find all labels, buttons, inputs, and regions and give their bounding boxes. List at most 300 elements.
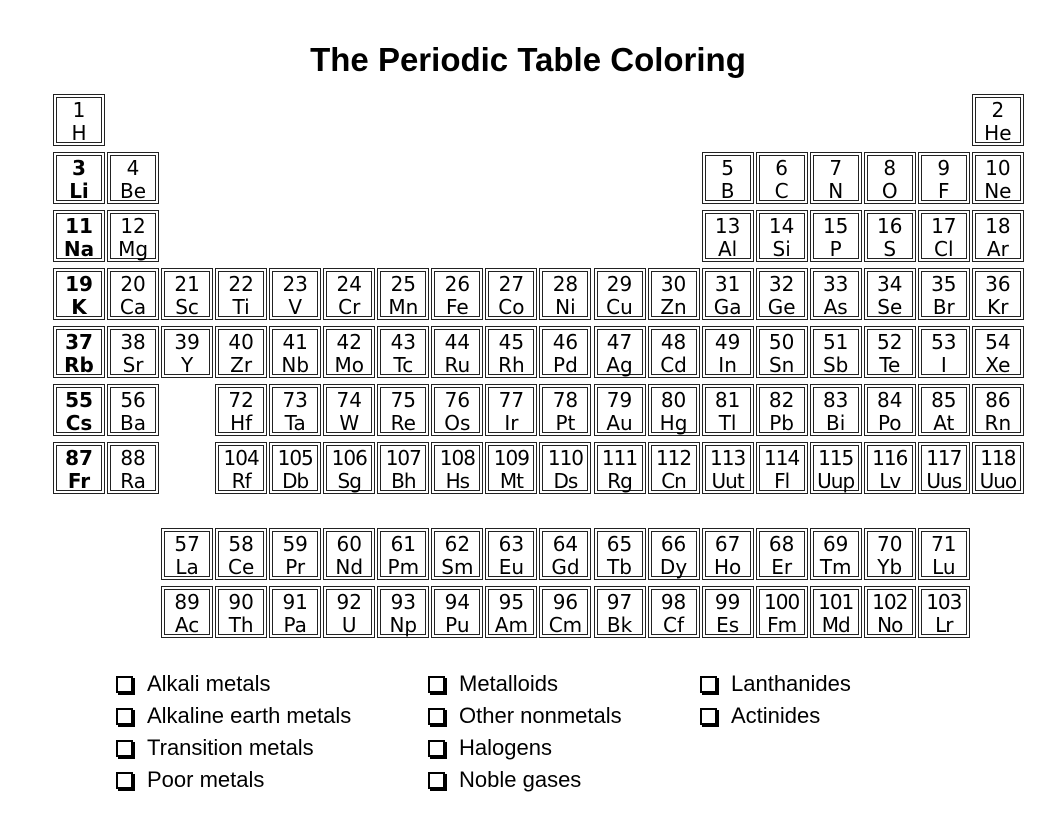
legend	[0, 668, 1056, 808]
atomic-number: 45	[498, 330, 525, 354]
atomic-number: 74	[336, 388, 362, 412]
element-cell-xe	[975, 329, 1021, 375]
element-symbol: Cd	[660, 353, 687, 377]
element-symbol: B	[720, 179, 735, 203]
element-symbol: Te	[879, 353, 901, 377]
atomic-number: 53	[931, 330, 957, 354]
atomic-number: 25	[390, 272, 417, 296]
atomic-number: 115	[818, 446, 854, 470]
element-cell-w	[326, 387, 372, 433]
element-cell-pr	[272, 531, 318, 577]
element-symbol: Kr	[987, 295, 1009, 319]
element-symbol: Fe	[445, 295, 469, 319]
legend-item[interactable]	[116, 700, 351, 732]
atomic-number: 104	[223, 446, 259, 470]
legend-label: Actinides	[731, 703, 821, 728]
legend-label: Other nonmetals	[459, 703, 622, 728]
legend-label: Transition metals	[147, 735, 314, 760]
legend-column-1	[116, 668, 351, 796]
element-cell-yb	[867, 531, 913, 577]
atomic-number: 64	[552, 532, 579, 556]
legend-item[interactable]	[428, 700, 622, 732]
atomic-number: 28	[552, 272, 579, 296]
atomic-number: 42	[336, 330, 362, 354]
element-cell-u	[326, 589, 372, 635]
element-symbol: Hf	[230, 411, 253, 435]
checkbox-icon[interactable]	[116, 676, 133, 693]
element-cell-ho	[705, 531, 751, 577]
atomic-number: 30	[660, 272, 687, 296]
element-symbol: Zn	[660, 295, 687, 319]
checkbox-icon[interactable]	[428, 740, 445, 757]
element-cell-es	[705, 589, 751, 635]
element-cell-au	[597, 387, 643, 433]
element-symbol: C	[774, 179, 789, 203]
atomic-number: 98	[660, 590, 687, 614]
element-cell-ir	[488, 387, 534, 433]
legend-column-3	[700, 668, 851, 732]
atomic-number: 87	[65, 446, 93, 470]
element-symbol: Mn	[388, 295, 419, 319]
element-symbol: Yb	[877, 555, 903, 579]
element-cell-mn	[380, 271, 426, 317]
element-symbol: Xe	[985, 353, 1011, 377]
element-cell-cn	[651, 445, 697, 491]
atomic-number: 39	[174, 330, 200, 354]
element-cell-ca	[110, 271, 156, 317]
element-cell-ta	[272, 387, 318, 433]
atomic-number: 59	[282, 532, 308, 556]
element-symbol: Sb	[822, 353, 849, 377]
element-cell-nd	[326, 531, 372, 577]
atomic-number: 14	[768, 214, 795, 238]
element-cell-zn	[651, 271, 697, 317]
atomic-number: 114	[764, 446, 800, 470]
atomic-number: 27	[498, 272, 525, 296]
atomic-number: 93	[390, 590, 417, 614]
element-symbol: Am	[494, 613, 528, 637]
element-symbol: Mg	[118, 237, 149, 261]
element-symbol: Tb	[607, 555, 632, 579]
element-symbol: Bi	[826, 411, 846, 435]
element-symbol: Rh	[498, 353, 525, 377]
atomic-number: 23	[282, 272, 308, 296]
element-cell-ti	[218, 271, 264, 317]
element-symbol: Th	[228, 613, 254, 637]
atomic-number: 103	[926, 590, 962, 614]
atomic-number: 97	[606, 590, 633, 614]
element-cell-no	[867, 589, 913, 635]
element-cell-fm	[759, 589, 805, 635]
element-symbol: Nb	[281, 353, 310, 377]
element-cell-th	[218, 589, 264, 635]
element-cell-cm	[542, 589, 588, 635]
element-symbol: Md	[821, 613, 850, 637]
atomic-number: 95	[498, 590, 525, 614]
element-symbol: Gd	[551, 555, 580, 579]
element-symbol: Ge	[767, 295, 796, 319]
element-cell-ru	[434, 329, 480, 375]
element-cell-tb	[597, 531, 643, 577]
element-cell-uup	[813, 445, 859, 491]
element-symbol: Ta	[284, 411, 306, 435]
element-symbol: S	[883, 237, 897, 261]
element-cell-b	[705, 155, 751, 201]
legend-label: Alkali metals	[147, 671, 271, 696]
element-cell-h	[56, 97, 102, 143]
element-cell-ne	[975, 155, 1021, 201]
checkbox-icon[interactable]	[116, 740, 133, 757]
atomic-number: 83	[822, 388, 849, 412]
atomic-number: 84	[877, 388, 903, 412]
element-symbol: Ni	[555, 295, 576, 319]
element-symbol: Ga	[713, 295, 742, 319]
atomic-number: 6	[775, 156, 788, 180]
element-cell-np	[380, 589, 426, 635]
element-cell-as	[813, 271, 859, 317]
element-cell-pb	[759, 387, 805, 433]
element-symbol: Ne	[984, 179, 1012, 203]
element-cell-pm	[380, 531, 426, 577]
element-cell-bh	[380, 445, 426, 491]
atomic-number: 71	[931, 532, 957, 556]
atomic-number: 43	[390, 330, 417, 354]
legend-item[interactable]	[428, 668, 622, 700]
element-cell-uut	[705, 445, 751, 491]
element-cell-hf	[218, 387, 264, 433]
element-cell-co	[488, 271, 534, 317]
atomic-number: 90	[228, 590, 254, 614]
atomic-number: 86	[985, 388, 1011, 412]
checkbox-icon[interactable]	[116, 772, 133, 789]
atomic-number: 31	[714, 272, 741, 296]
element-symbol: Br	[932, 295, 955, 319]
element-symbol: Lu	[932, 555, 956, 579]
element-symbol: Mo	[334, 353, 364, 377]
element-cell-ag	[597, 329, 643, 375]
element-cell-si	[759, 213, 805, 259]
element-cell-cl	[921, 213, 967, 259]
atomic-number: 1	[72, 98, 86, 122]
atomic-number: 106	[331, 446, 367, 470]
atomic-number: 101	[818, 590, 854, 614]
legend-label: Lanthanides	[731, 671, 851, 696]
legend-label: Halogens	[459, 735, 552, 760]
atomic-number: 81	[714, 388, 741, 412]
element-cell-am	[488, 589, 534, 635]
atomic-number: 111	[601, 446, 638, 470]
atomic-number: 96	[552, 590, 579, 614]
element-symbol: Re	[390, 411, 416, 435]
element-symbol: Db	[282, 469, 309, 493]
legend-item[interactable]	[116, 732, 351, 764]
element-symbol: Bh	[391, 469, 416, 493]
atomic-number: 66	[660, 532, 687, 556]
atomic-number: 108	[439, 446, 475, 470]
atomic-number: 117	[926, 446, 962, 470]
element-symbol: W	[339, 411, 360, 435]
atomic-number: 12	[120, 214, 146, 238]
element-cell-ba	[110, 387, 156, 433]
atomic-number: 100	[764, 590, 800, 614]
element-cell-lu	[921, 531, 967, 577]
legend-item[interactable]	[116, 668, 351, 700]
element-symbol: Al	[717, 237, 738, 261]
element-symbol: Cf	[663, 613, 685, 637]
element-cell-dy	[651, 531, 697, 577]
element-symbol: As	[823, 295, 848, 319]
atomic-number: 58	[228, 532, 254, 556]
element-cell-rg	[597, 445, 643, 491]
element-symbol: Eu	[498, 555, 525, 579]
legend-item[interactable]	[428, 732, 622, 764]
element-cell-hg	[651, 387, 697, 433]
atomic-number: 61	[390, 532, 417, 556]
element-cell-s	[867, 213, 913, 259]
atomic-number: 50	[768, 330, 795, 354]
atomic-number: 73	[282, 388, 308, 412]
element-symbol: Uup	[817, 469, 855, 493]
element-symbol: Pu	[445, 613, 470, 637]
element-symbol: Ru	[444, 353, 471, 377]
element-cell-i	[921, 329, 967, 375]
element-cell-kr	[975, 271, 1021, 317]
element-symbol: Y	[180, 353, 194, 377]
atomic-number: 37	[65, 330, 93, 354]
element-cell-ar	[975, 213, 1021, 259]
atomic-number: 112	[655, 446, 692, 470]
element-symbol: Sr	[122, 353, 144, 377]
atomic-number: 68	[768, 532, 795, 556]
atomic-number: 85	[931, 388, 957, 412]
element-cell-sb	[813, 329, 859, 375]
element-symbol: Bk	[606, 613, 633, 637]
element-cell-pu	[434, 589, 480, 635]
atomic-number: 109	[493, 446, 529, 470]
atomic-number: 82	[768, 388, 795, 412]
atomic-number: 32	[768, 272, 795, 296]
element-cell-k	[56, 271, 102, 317]
element-symbol: H	[71, 121, 87, 145]
element-cell-uuo	[975, 445, 1021, 491]
page-title: The Periodic Table Coloring	[310, 41, 746, 78]
atomic-number: 4	[126, 156, 140, 180]
element-symbol: Cr	[338, 295, 361, 319]
atomic-number: 20	[120, 272, 146, 296]
atomic-number: 105	[277, 446, 313, 470]
atomic-number: 62	[444, 532, 471, 556]
checkbox-icon[interactable]	[116, 708, 133, 725]
atomic-number: 77	[498, 388, 525, 412]
element-cell-li	[56, 155, 102, 201]
element-cell-rh	[488, 329, 534, 375]
element-symbol: Na	[63, 237, 95, 261]
checkbox-icon[interactable]	[428, 676, 445, 693]
element-symbol: V	[288, 295, 303, 319]
checkbox-icon[interactable]	[700, 676, 717, 693]
element-symbol: Uus	[926, 469, 962, 493]
legend-item[interactable]	[428, 764, 622, 796]
atomic-number: 47	[606, 330, 633, 354]
element-cell-fr	[56, 445, 102, 491]
element-symbol: Se	[877, 295, 903, 319]
element-symbol: Pd	[553, 353, 578, 377]
atomic-number: 10	[985, 156, 1011, 180]
element-symbol: Po	[877, 411, 902, 435]
atomic-number: 40	[228, 330, 254, 354]
atomic-number: 54	[985, 330, 1011, 354]
element-cell-cu	[597, 271, 643, 317]
legend-item[interactable]	[116, 764, 351, 796]
atomic-number: 29	[606, 272, 633, 296]
checkbox-icon[interactable]	[428, 772, 445, 789]
element-cell-er	[759, 531, 805, 577]
element-symbol: Ca	[119, 295, 147, 319]
atomic-number: 69	[822, 532, 849, 556]
atomic-number: 46	[552, 330, 579, 354]
element-symbol: P	[829, 237, 842, 261]
element-symbol: Pb	[769, 411, 795, 435]
atomic-number: 22	[228, 272, 254, 296]
atomic-number: 41	[282, 330, 308, 354]
atomic-number: 57	[174, 532, 200, 556]
atomic-number: 107	[385, 446, 421, 470]
element-cell-bi	[813, 387, 859, 433]
atomic-number: 3	[72, 156, 86, 180]
checkbox-icon[interactable]	[428, 708, 445, 725]
element-symbol: Ar	[986, 237, 1009, 261]
atomic-number: 60	[336, 532, 362, 556]
element-cell-pd	[542, 329, 588, 375]
element-cell-pt	[542, 387, 588, 433]
element-symbol: K	[71, 295, 87, 319]
element-symbol: Sg	[337, 469, 361, 493]
element-cell-n	[813, 155, 859, 201]
atomic-number: 102	[872, 590, 908, 614]
element-cell-ac	[164, 589, 210, 635]
atomic-number: 49	[714, 330, 741, 354]
element-symbol: Hs	[445, 469, 470, 493]
element-cell-tm	[813, 531, 859, 577]
legend-item[interactable]	[700, 700, 851, 732]
element-symbol: F	[938, 179, 950, 203]
checkbox-icon[interactable]	[700, 708, 717, 725]
legend-label: Poor metals	[147, 767, 265, 792]
element-cell-v	[272, 271, 318, 317]
element-symbol: I	[940, 353, 947, 377]
element-cell-cf	[651, 589, 697, 635]
element-symbol: Mt	[499, 469, 523, 493]
element-cell-hs	[434, 445, 480, 491]
atomic-number: 8	[883, 156, 897, 180]
element-symbol: Ag	[606, 353, 633, 377]
element-cell-bk	[597, 589, 643, 635]
element-symbol: Ds	[553, 469, 578, 493]
element-symbol: In	[718, 353, 737, 377]
element-cell-tc	[380, 329, 426, 375]
atomic-number: 76	[444, 388, 471, 412]
element-symbol: Pt	[555, 411, 576, 435]
element-symbol: Ac	[174, 613, 200, 637]
atomic-number: 48	[660, 330, 687, 354]
atomic-number: 118	[980, 446, 1016, 470]
atomic-number: 92	[336, 590, 362, 614]
element-symbol: Pr	[285, 555, 306, 579]
element-cell-cd	[651, 329, 697, 375]
atomic-number: 15	[822, 214, 849, 238]
atomic-number: 63	[498, 532, 525, 556]
atomic-number: 79	[606, 388, 633, 412]
element-symbol: U	[341, 613, 357, 637]
element-symbol: At	[933, 411, 955, 435]
element-cell-fe	[434, 271, 480, 317]
element-cell-ra	[110, 445, 156, 491]
element-cell-c	[759, 155, 805, 201]
atomic-number: 72	[228, 388, 254, 412]
element-cell-lv	[867, 445, 913, 491]
element-cell-cs	[56, 387, 102, 433]
element-symbol: N	[828, 179, 844, 203]
element-cell-nb	[272, 329, 318, 375]
element-symbol: Nd	[335, 555, 364, 579]
element-symbol: Cn	[661, 469, 686, 493]
atomic-number: 36	[985, 272, 1011, 296]
atomic-number: 9	[937, 156, 951, 180]
element-symbol: Tm	[819, 555, 852, 579]
element-symbol: No	[877, 613, 903, 637]
element-cell-fl	[759, 445, 805, 491]
atomic-number: 18	[985, 214, 1011, 238]
element-cell-ds	[542, 445, 588, 491]
element-symbol: He	[984, 121, 1012, 145]
element-symbol: Be	[120, 179, 147, 203]
element-cell-te	[867, 329, 913, 375]
legend-item[interactable]	[700, 668, 851, 700]
element-cell-mo	[326, 329, 372, 375]
atomic-number: 89	[174, 590, 200, 614]
element-symbol: Lv	[879, 469, 901, 493]
atomic-number: 80	[660, 388, 687, 412]
element-cell-sr	[110, 329, 156, 375]
atomic-number: 38	[120, 330, 146, 354]
atomic-number: 116	[872, 446, 908, 470]
element-symbol: Sc	[175, 295, 199, 319]
atomic-number: 67	[714, 532, 741, 556]
element-symbol: Dy	[659, 555, 688, 579]
element-symbol: Tc	[393, 353, 414, 377]
element-symbol: Li	[69, 179, 89, 203]
element-cell-eu	[488, 531, 534, 577]
element-symbol: Uuo	[979, 469, 1017, 493]
atomic-number: 24	[336, 272, 362, 296]
element-cell-sm	[434, 531, 480, 577]
atomic-number: 52	[877, 330, 903, 354]
element-symbol: Ba	[120, 411, 147, 435]
element-symbol: Er	[771, 555, 793, 579]
element-symbol: Zr	[230, 353, 253, 377]
element-symbol: Rb	[64, 353, 94, 377]
atomic-number: 26	[444, 272, 471, 296]
element-cell-se	[867, 271, 913, 317]
element-symbol: Cs	[65, 411, 93, 435]
element-symbol: Rf	[231, 469, 251, 493]
element-cell-p	[813, 213, 859, 259]
element-cell-al	[705, 213, 751, 259]
legend-label: Metalloids	[459, 671, 559, 696]
atomic-number: 21	[174, 272, 200, 296]
element-symbol: Ir	[504, 411, 519, 435]
atomic-number: 7	[829, 156, 843, 180]
